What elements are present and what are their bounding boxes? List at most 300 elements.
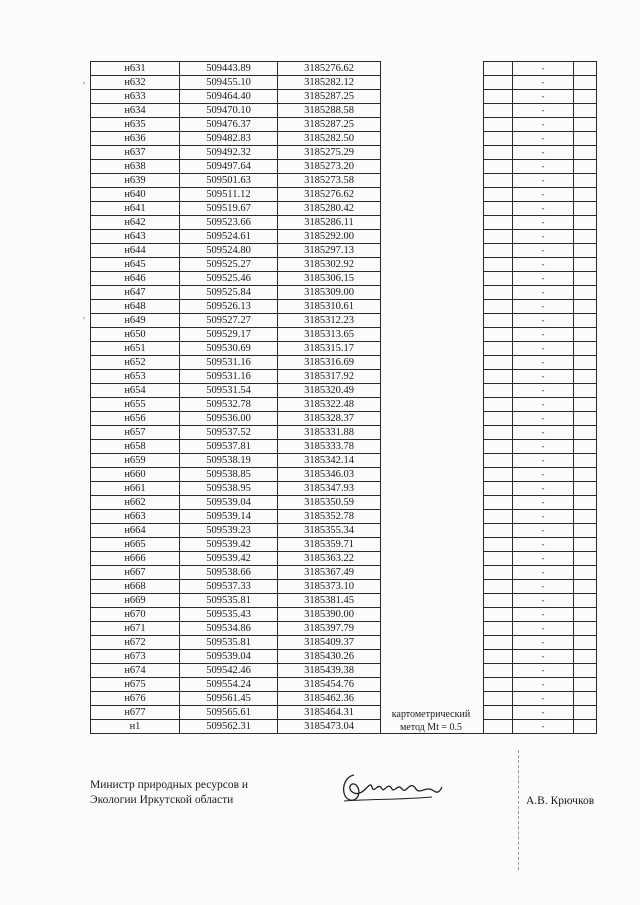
empty-cell (574, 426, 597, 440)
blank-column-cell (381, 104, 484, 118)
blank-column-cell (381, 244, 484, 258)
x-coordinate-cell: 509539.23 (180, 524, 278, 538)
x-coordinate-cell: 509561.45 (180, 692, 278, 706)
table-row (91, 496, 597, 510)
scan-mark: , (83, 310, 86, 320)
blank-column-cell (381, 552, 484, 566)
y-coordinate-cell: 3185310.61 (278, 300, 381, 314)
table-row (91, 678, 597, 692)
blank-column-cell (381, 202, 484, 216)
x-coordinate-cell: 509525.84 (180, 286, 278, 300)
dash-mark: - (541, 623, 545, 633)
empty-cell (574, 104, 597, 118)
point-name-cell: н637 (91, 146, 180, 160)
dash-cell (513, 356, 574, 370)
dash-cell (513, 622, 574, 636)
x-coordinate-cell: 509535.81 (180, 636, 278, 650)
dash-cell (513, 412, 574, 426)
dash-mark: - (541, 469, 545, 479)
point-name-cell: н663 (91, 510, 180, 524)
table-row (91, 384, 597, 398)
y-coordinate-cell: 3185316.69 (278, 356, 381, 370)
empty-cell (574, 580, 597, 594)
empty-cell (484, 622, 513, 636)
table-row (91, 454, 597, 468)
dash-cell (513, 160, 574, 174)
point-name-cell: н670 (91, 608, 180, 622)
x-coordinate-cell: 509536.00 (180, 412, 278, 426)
empty-cell (484, 510, 513, 524)
empty-cell (484, 636, 513, 650)
empty-cell (484, 496, 513, 510)
table-row (91, 118, 597, 132)
x-coordinate-cell: 509530.69 (180, 342, 278, 356)
table-row (91, 90, 597, 104)
empty-cell (484, 566, 513, 580)
x-coordinate-cell: 509455.10 (180, 76, 278, 90)
y-coordinate-cell: 3185287.25 (278, 118, 381, 132)
point-name-cell: н652 (91, 356, 180, 370)
y-coordinate-cell: 3185359.71 (278, 538, 381, 552)
table-row (91, 104, 597, 118)
x-coordinate-cell: 509565.61 (180, 706, 278, 720)
y-coordinate-cell: 3185367.49 (278, 566, 381, 580)
empty-cell (574, 230, 597, 244)
blank-column-cell (381, 272, 484, 286)
dash-mark: - (541, 245, 545, 255)
empty-cell (574, 496, 597, 510)
dash-mark: - (541, 721, 545, 731)
dash-mark: - (541, 581, 545, 591)
empty-cell (484, 202, 513, 216)
blank-column-cell (381, 62, 484, 76)
empty-cell (574, 300, 597, 314)
point-name-cell: н659 (91, 454, 180, 468)
dash-cell (513, 118, 574, 132)
dash-cell (513, 692, 574, 706)
point-name-cell: н661 (91, 482, 180, 496)
y-coordinate-cell: 3185409.37 (278, 636, 381, 650)
y-coordinate-cell: 3185397.79 (278, 622, 381, 636)
dash-cell (513, 342, 574, 356)
table-row (91, 720, 597, 734)
dash-cell (513, 174, 574, 188)
y-coordinate-cell: 3185292.00 (278, 230, 381, 244)
y-coordinate-cell: 3185328.37 (278, 412, 381, 426)
blank-column-cell (381, 174, 484, 188)
scan-mark: , (83, 75, 86, 85)
empty-cell (484, 272, 513, 286)
dash-cell (513, 132, 574, 146)
empty-cell (574, 510, 597, 524)
empty-cell (484, 650, 513, 664)
table-row (91, 174, 597, 188)
y-coordinate-cell: 3185331.88 (278, 426, 381, 440)
dash-mark: - (541, 525, 545, 535)
method-note (380, 708, 482, 734)
y-coordinate-cell: 3185346.03 (278, 468, 381, 482)
position-line-2: Экологии Иркутской области (90, 794, 234, 806)
table-row (91, 132, 597, 146)
empty-cell (484, 468, 513, 482)
point-name-cell: н631 (91, 62, 180, 76)
blank-column-cell (381, 510, 484, 524)
table-row (91, 328, 597, 342)
y-coordinate-cell: 3185297.13 (278, 244, 381, 258)
dash-cell (513, 244, 574, 258)
dash-cell (513, 440, 574, 454)
dash-mark: - (541, 455, 545, 465)
empty-cell (484, 426, 513, 440)
blank-column-cell (381, 160, 484, 174)
dash-mark: - (541, 357, 545, 367)
table-row (91, 594, 597, 608)
table-row (91, 286, 597, 300)
x-coordinate-cell: 509535.43 (180, 608, 278, 622)
y-coordinate-cell: 3185439.38 (278, 664, 381, 678)
dash-cell (513, 524, 574, 538)
y-coordinate-cell: 3185342.14 (278, 454, 381, 468)
empty-cell (574, 118, 597, 132)
dash-mark: - (541, 651, 545, 661)
table-row (91, 636, 597, 650)
blank-column-cell (381, 440, 484, 454)
blank-column-cell (381, 496, 484, 510)
dash-mark: - (541, 483, 545, 493)
empty-cell (484, 608, 513, 622)
blank-column-cell (381, 216, 484, 230)
dash-mark: - (541, 105, 545, 115)
empty-cell (574, 720, 597, 734)
table-row (91, 468, 597, 482)
y-coordinate-cell: 3185333.78 (278, 440, 381, 454)
x-coordinate-cell: 509525.27 (180, 258, 278, 272)
dash-cell (513, 90, 574, 104)
dash-mark: - (541, 595, 545, 605)
dash-cell (513, 468, 574, 482)
empty-cell (484, 174, 513, 188)
empty-cell (484, 384, 513, 398)
empty-cell (484, 398, 513, 412)
point-name-cell: н668 (91, 580, 180, 594)
table-row (91, 664, 597, 678)
dash-cell (513, 314, 574, 328)
blank-column-cell (381, 692, 484, 706)
point-name-cell: н648 (91, 300, 180, 314)
table-row (91, 650, 597, 664)
table-row (91, 370, 597, 384)
point-name-cell: н656 (91, 412, 180, 426)
blank-column-cell (381, 482, 484, 496)
point-name-cell: н676 (91, 692, 180, 706)
empty-cell (574, 650, 597, 664)
table-row (91, 538, 597, 552)
table-row (91, 482, 597, 496)
y-coordinate-cell: 3185288.58 (278, 104, 381, 118)
handwritten-signature (336, 767, 446, 815)
dash-cell (513, 706, 574, 720)
dash-mark: - (541, 399, 545, 409)
point-name-cell: н633 (91, 90, 180, 104)
point-name-cell: н650 (91, 328, 180, 342)
point-name-cell: н658 (91, 440, 180, 454)
x-coordinate-cell: 509531.54 (180, 384, 278, 398)
empty-cell (484, 412, 513, 426)
empty-cell (484, 524, 513, 538)
x-coordinate-cell: 509537.33 (180, 580, 278, 594)
empty-cell (484, 286, 513, 300)
empty-cell (574, 524, 597, 538)
y-coordinate-cell: 3185309.00 (278, 286, 381, 300)
y-coordinate-cell: 3185390.00 (278, 608, 381, 622)
empty-cell (574, 342, 597, 356)
dash-cell (513, 272, 574, 286)
signer-name: А.В. Крючков (526, 795, 595, 807)
dash-cell (513, 566, 574, 580)
empty-cell (574, 482, 597, 496)
dash-cell (513, 202, 574, 216)
table-row (91, 76, 597, 90)
blank-column-cell (381, 412, 484, 426)
empty-cell (484, 62, 513, 76)
empty-cell (574, 160, 597, 174)
x-coordinate-cell: 509538.95 (180, 482, 278, 496)
dash-mark: - (541, 203, 545, 213)
dash-mark: - (541, 693, 545, 703)
blank-column-cell (381, 342, 484, 356)
x-coordinate-cell: 509476.37 (180, 118, 278, 132)
x-coordinate-cell: 509531.16 (180, 356, 278, 370)
empty-cell (484, 342, 513, 356)
dash-cell (513, 230, 574, 244)
point-name-cell: н677 (91, 706, 180, 720)
point-name-cell: н643 (91, 230, 180, 244)
x-coordinate-cell: 509537.52 (180, 426, 278, 440)
dash-mark: - (541, 329, 545, 339)
blank-column-cell (381, 370, 484, 384)
x-coordinate-cell: 509562.31 (180, 720, 278, 734)
empty-cell (484, 692, 513, 706)
table-row (91, 342, 597, 356)
x-coordinate-cell: 509554.24 (180, 678, 278, 692)
table-row (91, 160, 597, 174)
table-row (91, 300, 597, 314)
empty-cell (484, 244, 513, 258)
table-row (91, 188, 597, 202)
point-name-cell: н671 (91, 622, 180, 636)
y-coordinate-cell: 3185273.20 (278, 160, 381, 174)
y-coordinate-cell: 3185464.31 (278, 706, 381, 720)
dash-mark: - (541, 287, 545, 297)
dash-cell (513, 300, 574, 314)
dash-mark: - (541, 567, 545, 577)
y-coordinate-cell: 3185381.45 (278, 594, 381, 608)
dash-cell (513, 328, 574, 342)
table-row (91, 426, 597, 440)
dash-mark: - (541, 147, 545, 157)
dash-mark: - (541, 665, 545, 675)
dash-mark: - (541, 133, 545, 143)
dash-mark: - (541, 371, 545, 381)
blank-column-cell (381, 426, 484, 440)
x-coordinate-cell: 509464.40 (180, 90, 278, 104)
dash-cell (513, 76, 574, 90)
x-coordinate-cell: 509527.27 (180, 314, 278, 328)
point-name-cell: н673 (91, 650, 180, 664)
blank-column-cell (381, 608, 484, 622)
dash-mark: - (541, 77, 545, 87)
blank-column-cell (381, 524, 484, 538)
point-name-cell: н646 (91, 272, 180, 286)
blank-column-cell (381, 454, 484, 468)
y-coordinate-cell: 3185355.34 (278, 524, 381, 538)
blank-column-cell (381, 230, 484, 244)
point-name-cell: н649 (91, 314, 180, 328)
empty-cell (574, 692, 597, 706)
dash-mark: - (541, 343, 545, 353)
dash-cell (513, 608, 574, 622)
dash-mark: - (541, 413, 545, 423)
empty-cell (484, 76, 513, 90)
table-row (91, 412, 597, 426)
empty-cell (574, 538, 597, 552)
blank-column-cell (381, 468, 484, 482)
empty-cell (484, 706, 513, 720)
dash-mark: - (541, 161, 545, 171)
dash-cell (513, 370, 574, 384)
point-name-cell: н654 (91, 384, 180, 398)
empty-cell (484, 482, 513, 496)
blank-column-cell (381, 132, 484, 146)
empty-cell (574, 202, 597, 216)
x-coordinate-cell: 509519.67 (180, 202, 278, 216)
blank-column-cell (381, 622, 484, 636)
dash-cell (513, 398, 574, 412)
x-coordinate-cell: 509501.63 (180, 174, 278, 188)
dash-cell (513, 538, 574, 552)
point-name-cell: н672 (91, 636, 180, 650)
dash-mark: - (541, 511, 545, 521)
point-name-cell: н645 (91, 258, 180, 272)
dash-mark: - (541, 679, 545, 689)
x-coordinate-cell: 509537.81 (180, 440, 278, 454)
y-coordinate-cell: 3185350.59 (278, 496, 381, 510)
empty-cell (484, 230, 513, 244)
signer-position (90, 778, 248, 808)
empty-cell (574, 272, 597, 286)
table-row (91, 202, 597, 216)
point-name-cell: н636 (91, 132, 180, 146)
point-name-cell: н642 (91, 216, 180, 230)
dash-mark: - (541, 259, 545, 269)
point-name-cell: н651 (91, 342, 180, 356)
empty-cell (484, 594, 513, 608)
empty-cell (574, 174, 597, 188)
empty-cell (574, 384, 597, 398)
y-coordinate-cell: 3185454.76 (278, 678, 381, 692)
point-name-cell: н655 (91, 398, 180, 412)
table-row (91, 608, 597, 622)
blank-column-cell (381, 300, 484, 314)
x-coordinate-cell: 509526.13 (180, 300, 278, 314)
empty-cell (574, 188, 597, 202)
empty-cell (484, 370, 513, 384)
empty-cell (574, 412, 597, 426)
empty-cell (574, 216, 597, 230)
dash-mark: - (541, 609, 545, 619)
dash-cell (513, 720, 574, 734)
dash-cell (513, 594, 574, 608)
y-coordinate-cell: 3185287.25 (278, 90, 381, 104)
y-coordinate-cell: 3185313.65 (278, 328, 381, 342)
blank-column-cell (381, 636, 484, 650)
y-coordinate-cell: 3185352.78 (278, 510, 381, 524)
x-coordinate-cell: 509529.17 (180, 328, 278, 342)
empty-cell (574, 468, 597, 482)
table-row (91, 552, 597, 566)
point-name-cell: н647 (91, 286, 180, 300)
y-coordinate-cell: 3185275.29 (278, 146, 381, 160)
dash-mark: - (541, 553, 545, 563)
x-coordinate-cell: 509531.16 (180, 370, 278, 384)
point-name-cell: н667 (91, 566, 180, 580)
point-name-cell: н632 (91, 76, 180, 90)
dash-cell (513, 188, 574, 202)
x-coordinate-cell: 509532.78 (180, 398, 278, 412)
table-row (91, 440, 597, 454)
dash-cell (513, 552, 574, 566)
blank-column-cell (381, 76, 484, 90)
table-row (91, 272, 597, 286)
empty-cell (484, 440, 513, 454)
table-row (91, 258, 597, 272)
point-name-cell: н640 (91, 188, 180, 202)
empty-cell (574, 286, 597, 300)
point-name-cell: н638 (91, 160, 180, 174)
point-name-cell: н665 (91, 538, 180, 552)
y-coordinate-cell: 3185320.49 (278, 384, 381, 398)
empty-cell (574, 76, 597, 90)
dash-mark: - (541, 189, 545, 199)
empty-cell (484, 104, 513, 118)
empty-cell (574, 328, 597, 342)
dash-mark: - (541, 217, 545, 227)
blank-column-cell (381, 678, 484, 692)
blank-column-cell (381, 384, 484, 398)
table-row (91, 146, 597, 160)
table-row (91, 566, 597, 580)
y-coordinate-cell: 3185317.92 (278, 370, 381, 384)
x-coordinate-cell: 509524.61 (180, 230, 278, 244)
dash-mark: - (541, 91, 545, 101)
dash-mark: - (541, 175, 545, 185)
dash-mark: - (541, 707, 545, 717)
dash-cell (513, 678, 574, 692)
point-name-cell: н674 (91, 664, 180, 678)
blank-column-cell (381, 356, 484, 370)
empty-cell (574, 398, 597, 412)
dash-mark: - (541, 427, 545, 437)
dash-cell (513, 496, 574, 510)
point-name-cell: н662 (91, 496, 180, 510)
blank-column-cell (381, 398, 484, 412)
blank-column-cell (381, 286, 484, 300)
y-coordinate-cell: 3185286.11 (278, 216, 381, 230)
empty-cell (574, 90, 597, 104)
table-row (91, 524, 597, 538)
x-coordinate-cell: 509482.83 (180, 132, 278, 146)
empty-cell (484, 552, 513, 566)
